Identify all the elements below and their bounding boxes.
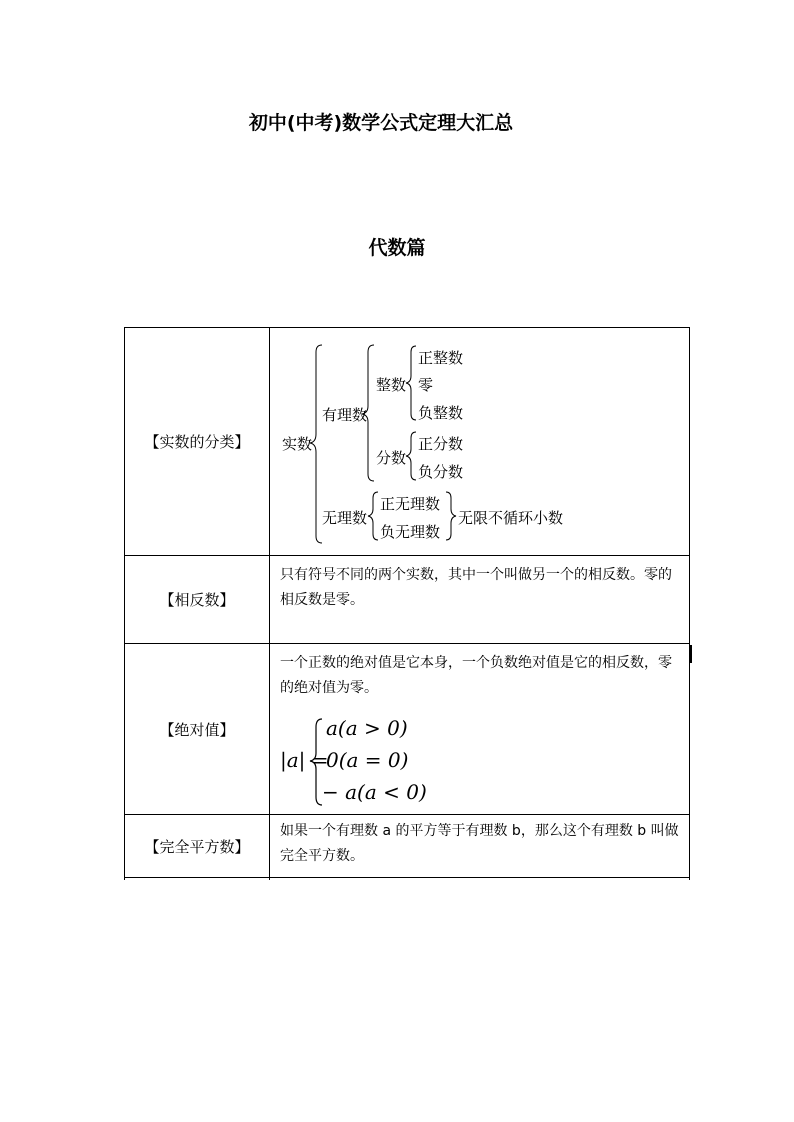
perfect-square-cell — [270, 815, 690, 878]
tree-positive-integer: 正整数 — [418, 349, 464, 367]
tree-root-real: 实数 — [282, 435, 313, 453]
tree-negative-integer: 负整数 — [418, 404, 464, 422]
row-label-absolute: 【绝对值】 — [125, 644, 270, 815]
text-cursor-mark — [690, 645, 692, 663]
tree-positive-irrational: 正无理数 — [380, 495, 441, 513]
absolute-definition: 一个正数的绝对值是它本身，一个负数绝对值是它的相反数，零的绝对值为零。 — [280, 655, 672, 696]
tree-irrational: 无理数 — [322, 509, 368, 527]
table-row — [125, 644, 690, 815]
real-classification-cell — [270, 328, 690, 556]
table-cut-left — [125, 878, 270, 881]
row-label-real-classification: 【实数的分类】 — [125, 328, 270, 556]
table-row — [125, 815, 690, 878]
row-label-perfect-square: 【完全平方数】 — [125, 815, 270, 878]
formula-table — [124, 327, 690, 880]
table-cut-right — [270, 878, 690, 881]
absolute-formula — [270, 713, 689, 813]
table-row — [125, 328, 690, 556]
row-label-opposite: 【相反数】 — [125, 556, 270, 644]
tree-irrational-note: 无限不循环小数 — [458, 509, 564, 527]
tree-negative-irrational: 负无理数 — [380, 523, 441, 541]
tree-negative-fraction: 负分数 — [418, 463, 464, 481]
tree-zero: 零 — [418, 376, 434, 394]
formula-lhs: |a| = — [280, 748, 329, 772]
absolute-cell — [270, 644, 690, 815]
formula-case-positive: a(a > 0) — [326, 716, 408, 740]
perfect-square-definition: 如果一个有理数 a 的平方等于有理数 b，那么这个有理数 b 叫做完全平方数。 — [280, 823, 679, 864]
real-number-tree — [270, 328, 690, 555]
opposite-definition: 只有符号不同的两个实数，其中一个叫做另一个的相反数。零的相反数是零。 — [280, 567, 672, 608]
tree-positive-fraction: 正分数 — [418, 435, 464, 453]
tree-rational: 有理数 — [322, 406, 368, 424]
section-title: 代数篇 — [368, 237, 426, 259]
opposite-cell — [270, 556, 690, 644]
tree-integer: 整数 — [376, 376, 407, 394]
table-row — [125, 556, 690, 644]
formula-case-negative: − a(a < 0) — [322, 780, 427, 804]
table-row — [125, 878, 690, 881]
document-title: 初中(中考)数学公式定理大汇总 — [248, 112, 514, 134]
tree-fraction: 分数 — [376, 449, 407, 467]
formula-case-zero: 0(a = 0) — [326, 748, 409, 772]
